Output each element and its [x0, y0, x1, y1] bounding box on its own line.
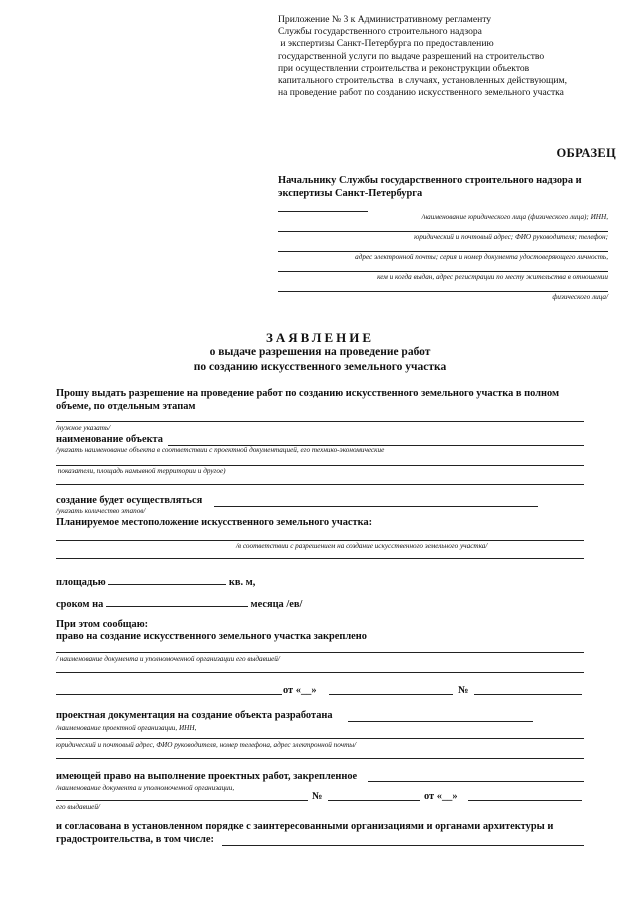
location-label: Планируемое местоположение искусственного земельного участка:: [56, 517, 373, 528]
number-label: №: [312, 791, 323, 802]
fill-line[interactable]: [56, 652, 584, 653]
addressee: Начальнику Службы государственного строительного надзора и экспертизы Санкт-Петербурга: [278, 175, 582, 199]
caption: /нужное указать/: [56, 424, 111, 432]
term-label-text: сроком на: [56, 599, 104, 610]
agreed-text: градостроительства, в том числе:: [56, 834, 214, 845]
caption: /наименование проектной организации, ИНН,: [56, 724, 197, 732]
request-text: Прошу выдать разрешение на проведение работ по созданию искусственного земельного участка в полном: [56, 388, 560, 399]
annex-line: Службы государственного строительного надзора: [278, 26, 482, 38]
annex-line: на проведение работ по созданию искусственного земельного участка: [278, 87, 564, 99]
fill-line[interactable]: [278, 211, 368, 212]
design-right-label: имеющей право на выполнение проектных работ, закрепленное: [56, 771, 358, 782]
caption: физического лица/: [552, 293, 608, 301]
stages-field[interactable]: [214, 506, 538, 507]
caption: адрес электронной почты; серия и номер документа удостоверяющего личность,: [355, 253, 608, 261]
fill-line[interactable]: [56, 558, 584, 559]
number-field[interactable]: [328, 800, 420, 801]
document-subtitle: по созданию искусственного земельного участка: [193, 361, 447, 373]
document-subtitle: о выдаче разрешения на проведение работ: [209, 346, 431, 358]
number-label: №: [458, 685, 469, 696]
caption: юридический и почтовый адрес; ФИО руководителя; телефон;: [414, 233, 608, 241]
agreed-field[interactable]: [222, 845, 584, 846]
document-title: ЗАЯВЛЕНИЕ: [265, 330, 375, 345]
fill-line[interactable]: [56, 484, 584, 485]
annex-line: капитального строительства в случаях, установленных действующим,: [278, 75, 568, 87]
caption: юридический и почтовый адрес, ФИО руководителя, номер телефона, адрес электронной почты/: [56, 741, 357, 749]
fill-line[interactable]: [278, 231, 608, 232]
caption: /указать количество этапов/: [56, 507, 146, 515]
sample-label: ОБРАЗЕЦ: [556, 146, 616, 160]
fill-line[interactable]: [56, 465, 584, 466]
design-doc-field[interactable]: [368, 781, 584, 782]
creation-label: создание будет осуществляться: [56, 495, 203, 506]
term-field[interactable]: [106, 596, 248, 607]
caption: /в соответствии с разрешением на создание искусственного земельного участка/: [236, 542, 488, 550]
date-field[interactable]: [329, 694, 453, 695]
project-doc-label: проектная документация на создание объекта разработана: [56, 710, 333, 721]
caption: /наименование документа и уполномоченной организации,: [56, 784, 235, 792]
object-name-label: наименование объекта: [56, 434, 163, 445]
area-field[interactable]: [108, 574, 226, 585]
date-field[interactable]: [468, 800, 582, 801]
annex-line: государственной услуги по выдаче разрешений на строительство: [278, 50, 545, 62]
caption: показатели, площадь намывной территории и другое): [56, 467, 226, 475]
fill-line[interactable]: [56, 672, 584, 673]
location-field[interactable]: [56, 540, 584, 541]
fill-line[interactable]: [56, 758, 584, 759]
fill-line[interactable]: [56, 421, 584, 422]
applicant-line[interactable]: [278, 283, 608, 303]
annex-header: [278, 14, 628, 99]
caption: / наименование документа и уполномоченной организации его выдавшей/: [56, 655, 280, 663]
caption: /указать наименование объекта в соответствии с проектной документацией, его технико-экономические: [56, 446, 385, 454]
applicant-block: [278, 203, 608, 303]
caption: /наименование юридического лица (физического лица); ИНН,: [421, 213, 608, 221]
fill-line[interactable]: [56, 800, 308, 801]
annex-line: Приложение № 3 к Административному регламенту: [278, 14, 492, 25]
fill-line[interactable]: [56, 738, 584, 739]
date-label: от «__»: [424, 791, 458, 802]
project-org-field[interactable]: [348, 721, 533, 722]
request-text: объеме, по отдельным этапам: [56, 401, 196, 412]
annex-line: и экспертизы Санкт-Петербурга по предоставлению: [278, 38, 494, 50]
term-unit: месяца /ев/: [250, 599, 303, 610]
area-label-text: площадью: [56, 577, 106, 588]
applicant-line[interactable]: [278, 203, 608, 223]
term-label: [56, 596, 302, 610]
area-label: [56, 574, 255, 588]
fill-line[interactable]: [278, 291, 608, 292]
date-label: от «__»: [283, 685, 317, 696]
applicant-line[interactable]: [278, 223, 608, 243]
applicant-line[interactable]: [278, 263, 608, 283]
number-field[interactable]: [474, 694, 582, 695]
caption: кем и когда выдан, адрес регистрации по месту жительства в отношении: [377, 273, 608, 281]
applicant-line[interactable]: [278, 243, 608, 263]
area-unit: кв. м,: [228, 577, 256, 588]
doc-field[interactable]: [56, 694, 282, 695]
fill-line[interactable]: [278, 271, 608, 272]
annex-line: при осуществлении строительства и реконструкции объектов: [278, 62, 530, 74]
right-label: право на создание искусственного земельного участка закреплено: [56, 631, 367, 642]
agreed-text: и согласована в установленном порядке с заинтересованными организациями и органами архитектуры и: [56, 821, 554, 832]
caption: его выдавшей/: [56, 803, 100, 811]
fill-line[interactable]: [278, 251, 608, 252]
inform-label: При этом сообщаю:: [56, 619, 149, 630]
